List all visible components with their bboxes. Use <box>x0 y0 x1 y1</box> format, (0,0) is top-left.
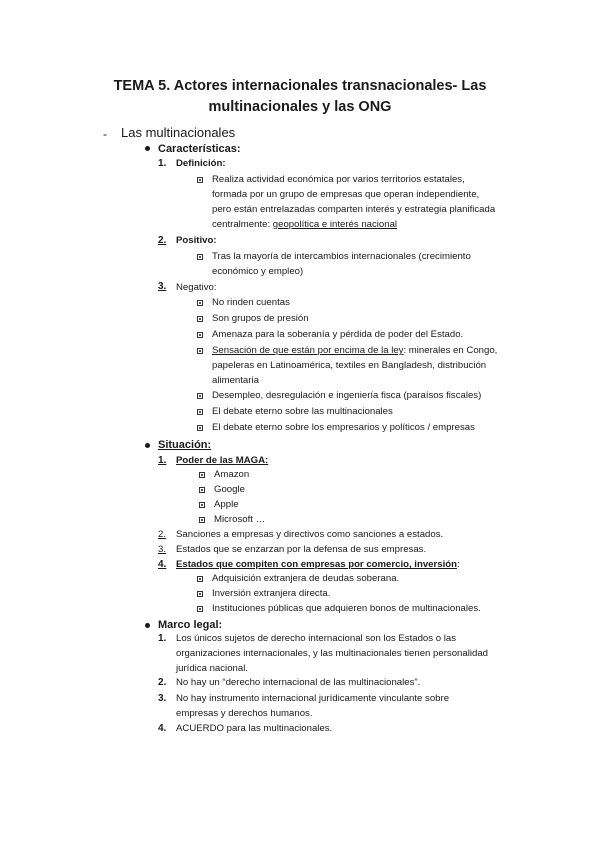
negativo-item: Son grupos de presión <box>212 313 309 324</box>
sensacion-rest: : minerales en Congo, <box>403 345 498 356</box>
negativo-line: papeleras en Latinoamérica, textiles en Bangladesh, distribución <box>212 360 487 371</box>
compiten-item: Instituciones públicas que adquieren bonos de multinacionales. <box>212 603 481 614</box>
definicion-line: pero están entrelazadas comparten interés y estrategia planificada <box>212 204 496 215</box>
positivo-label: Positivo: <box>176 235 217 246</box>
marco-heading: Marco legal: <box>158 619 223 631</box>
negativo-item: Desempleo, desregulación e ingeniería fisca (paraísos fiscales) <box>212 390 482 401</box>
definicion-line: Realiza actividad económica por varios territorios estatales, <box>212 174 465 185</box>
bullet-dot <box>145 146 150 151</box>
list-number: 1. <box>158 633 167 644</box>
list-number: 4. <box>158 723 167 734</box>
list-number: 4. <box>158 559 167 570</box>
list-number: 3. <box>158 544 167 555</box>
sanciones-text: Sanciones a empresas y directivos como sanciones a estados. <box>176 529 444 540</box>
negativo-label: Negativo: <box>176 282 217 293</box>
section-heading: Las multinacionales <box>121 125 236 140</box>
list-number: 2. <box>158 677 167 688</box>
checkbox-bullet-icon <box>199 517 205 523</box>
bullet-dot <box>145 623 150 628</box>
marco-line: No hay instrumento internacional jurídicamente vinculante sobre <box>176 693 450 704</box>
definicion-text: centralmente: <box>212 219 273 230</box>
checkbox-bullet-icon <box>197 591 203 597</box>
compiten-label <box>176 559 460 571</box>
marco-line: Los únicos sujetos de derecho internacional son los Estados o las <box>176 633 456 644</box>
checkbox-bullet-icon <box>199 487 205 493</box>
situacion-heading: Situación: <box>158 439 212 451</box>
caracteristicas-heading: Características: <box>158 143 241 155</box>
negativo-item <box>212 345 497 357</box>
checkbox-bullet-icon <box>199 472 205 478</box>
checkbox-bullet-icon <box>197 254 203 260</box>
list-number: 3. <box>158 693 167 704</box>
marco-line: empresas y derechos humanos. <box>176 708 313 719</box>
list-number: 3. <box>158 281 167 292</box>
sensacion-underlined: Sensación de que están por encima de la ley <box>212 345 404 356</box>
poder-maga: MAGA <box>235 455 266 466</box>
poder-label-text: Poder de las <box>176 455 236 466</box>
dash-bullet: - <box>103 127 107 141</box>
definicion-line: formada por un grupo de empresas que operan independiente, <box>212 189 480 200</box>
poder-label <box>176 455 268 467</box>
compiten-colon: : <box>456 559 460 570</box>
positivo-line: económico y empleo) <box>212 266 304 277</box>
definicion-underlined: geopolítica e interés nacional <box>272 219 398 230</box>
marco-line: jurídica nacional. <box>176 663 248 674</box>
page-title-line-1: TEMA 5. Actores internacionales transnacionales- Las <box>113 78 487 94</box>
negativo-item: Amenaza para la soberanía y pérdida de poder del Estado. <box>212 329 464 340</box>
marco-line: ACUERDO para las multinacionales. <box>176 723 333 734</box>
definicion-line <box>212 219 397 231</box>
list-number: 2. <box>158 235 167 246</box>
maga-item: Apple <box>214 499 239 510</box>
maga-item: Amazon <box>214 469 250 480</box>
list-number: 2. <box>158 529 167 540</box>
estados-text: Estados que se enzarzan por la defensa de sus empresas. <box>176 544 427 555</box>
compiten-item: Inversión extranjera directa. <box>212 588 331 599</box>
maga-item: Google <box>214 484 245 495</box>
checkbox-bullet-icon <box>197 409 203 415</box>
page-title-line-2: multinacionales y las ONG <box>208 99 392 115</box>
checkbox-bullet-icon <box>197 425 203 431</box>
negativo-line: alimentaria <box>212 375 259 386</box>
compiten-text: Estados que compiten con empresas por comercio, inversión <box>176 559 457 570</box>
poder-colon: : <box>265 455 269 466</box>
compiten-item: Adquisición extranjera de deudas soberana. <box>212 573 400 584</box>
negativo-item: El debate eterno sobre las multinacionales <box>212 406 393 417</box>
list-number: 1. <box>158 455 167 466</box>
checkbox-bullet-icon <box>197 177 203 183</box>
checkbox-bullet-icon <box>199 502 205 508</box>
marco-line: No hay un “derecho internacional de las multinacionales”. <box>176 677 421 688</box>
definicion-label: Definición: <box>176 158 226 169</box>
checkbox-bullet-icon <box>197 576 203 582</box>
checkbox-bullet-icon <box>197 348 203 354</box>
checkbox-bullet-icon <box>197 316 203 322</box>
negativo-item: No rinden cuentas <box>212 297 290 308</box>
checkbox-bullet-icon <box>197 606 203 612</box>
bullet-dot <box>145 443 150 448</box>
checkbox-bullet-icon <box>197 300 203 306</box>
marco-line: organizaciones internacionales, y las multinacionales tienen personalidad <box>176 648 488 659</box>
positivo-line: Tras la mayoría de intercambios internacionales (crecimiento <box>212 251 471 262</box>
negativo-item: El debate eterno sobre los empresarios y políticos / empresas <box>212 422 475 433</box>
list-number: 1. <box>158 158 167 169</box>
checkbox-bullet-icon <box>197 393 203 399</box>
checkbox-bullet-icon <box>197 332 203 338</box>
maga-item: Microsoft … <box>214 514 266 525</box>
